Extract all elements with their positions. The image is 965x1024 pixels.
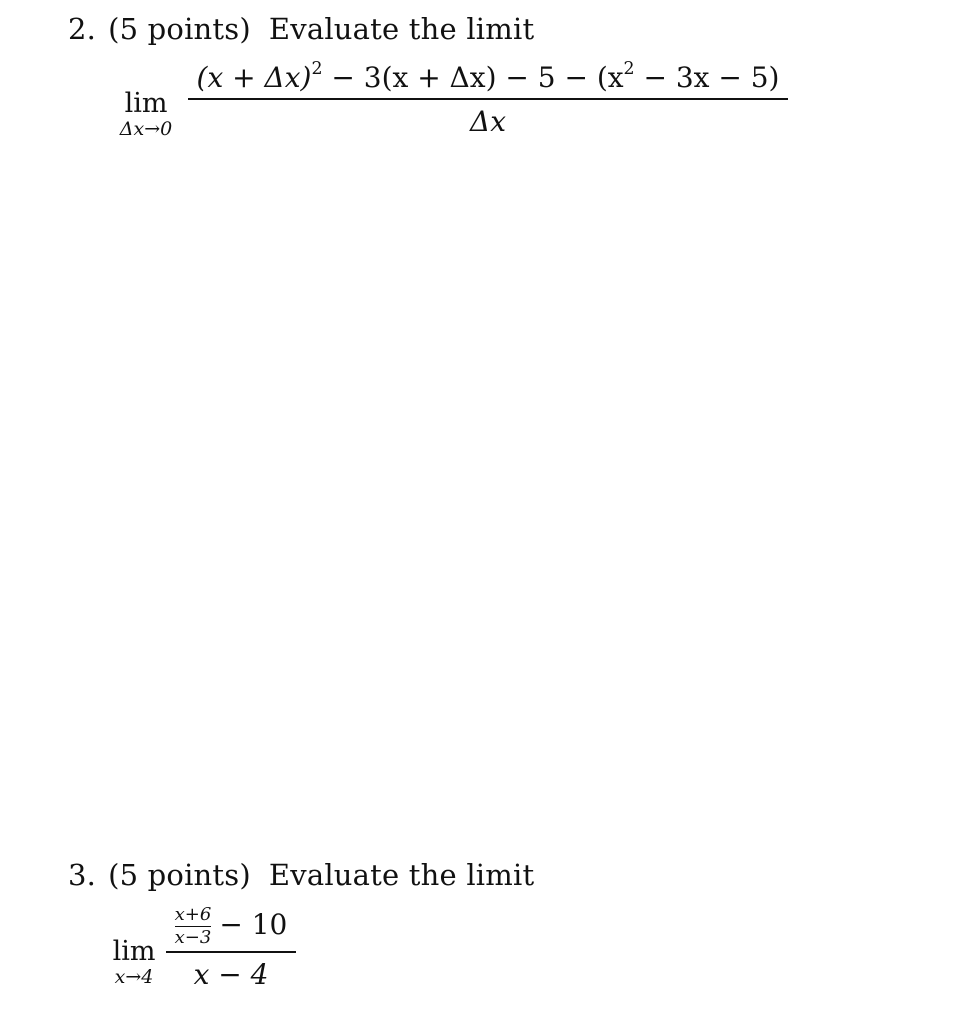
problem-2-instruction: Evaluate the limit	[268, 12, 535, 46]
problem-2-numerator	[193, 58, 784, 98]
problem-2-numerator-part2: − 3(x + Δx) − 5 − (x	[322, 61, 624, 94]
problem-2-heading	[68, 12, 534, 46]
problem-3-lim-word: lim	[112, 936, 156, 967]
problem-2-limit-operator	[106, 90, 186, 139]
problem-3-heading	[68, 858, 534, 892]
problem-2-numerator-exp1: 2	[311, 58, 323, 79]
problem-3-numerator-tail: − 10	[219, 908, 288, 942]
problem-2-denominator: Δx	[469, 104, 506, 138]
problem-2-fraction	[188, 58, 788, 138]
problem-3-inner-fraction	[175, 906, 212, 947]
problem-3-numerator	[171, 906, 292, 951]
problem-3-lim-subscript: x→4	[114, 966, 154, 988]
problem-2-number: 2.	[68, 12, 97, 46]
problem-2-points: (5 points)	[108, 12, 251, 46]
problem-3-inner-denominator: x−3	[174, 927, 212, 949]
problem-2-lim-subscript: Δx→0	[119, 118, 173, 140]
problem-2-numerator-part3: − 3x − 5)	[634, 61, 780, 94]
problem-3-instruction: Evaluate the limit	[268, 858, 535, 892]
problem-3-limit-operator	[106, 938, 162, 987]
problem-2-lim-word: lim	[124, 88, 168, 119]
problem-3-inner-numerator: x+6	[174, 904, 212, 925]
problem-3-fraction	[166, 906, 296, 989]
problem-3-denominator: x − 4	[193, 957, 269, 991]
problem-2-numerator-exp2: 2	[623, 58, 635, 79]
problem-2-numerator-part1: (x + Δx)	[196, 61, 312, 94]
problem-3-points: (5 points)	[108, 858, 251, 892]
problem-3-number: 3.	[68, 858, 97, 892]
